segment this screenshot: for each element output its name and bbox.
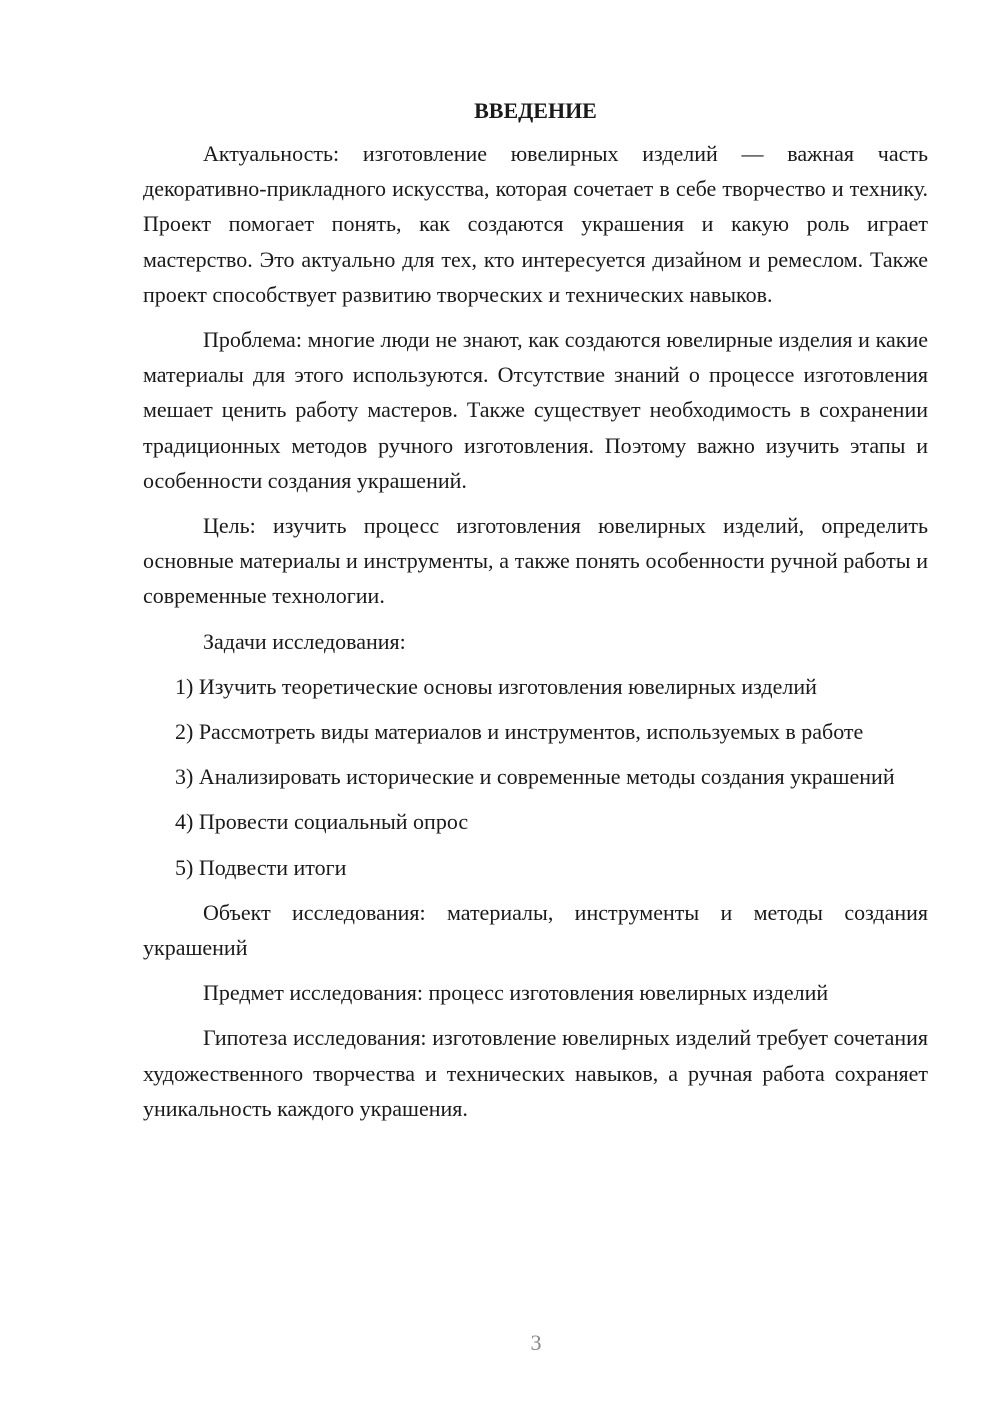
hypothesis-paragraph: Гипотеза исследования: изготовление ювелирных изделий требует сочетания художественного творчества и технических навыков, а ручная работа сохраняет уникальность каждого украшения. xyxy=(143,1025,928,1121)
task-item-4: 4) Провести социальный опрос xyxy=(175,809,469,835)
subject-paragraph: Предмет исследования: процесс изготовления ювелирных изделий xyxy=(203,980,829,1006)
tasks-heading: Задачи исследования: xyxy=(203,628,406,654)
page-title: ВВЕДЕНИЕ xyxy=(474,98,597,123)
task-item-3: 3) Анализировать исторические и современные методы создания украшений xyxy=(175,764,895,790)
relevance-paragraph: Актуальность: изготовление ювелирных изделий — важная часть декоративно-прикладного искусства, которая сочетает в себе творчество и технику. Проект помогает понять, как создаются украшения и какую роль играет мастерство. Это актуально для тех, кто интересуется дизайном и ремеслом. Также проект способствует развитию творческих и технических навыков. xyxy=(143,141,928,307)
task-item-2: 2) Рассмотреть виды материалов и инструментов, используемых в работе xyxy=(175,719,864,745)
problem-paragraph: Проблема: многие люди не знают, как создаются ювелирные изделия и какие материалы для этого используются. Отсутствие знаний о процессе изготовления мешает ценить работу мастеров. Также существует необходимость в сохранении традиционных методов ручного изготовления. Поэтому важно изучить этапы и особенности создания украшений. xyxy=(143,327,928,493)
document-page xyxy=(143,96,928,1136)
task-item-1: 1) Изучить теоретические основы изготовления ювелирных изделий xyxy=(175,673,817,699)
task-item-5: 5) Подвести итоги xyxy=(175,854,347,880)
object-paragraph: Объект исследования: материалы, инструменты и методы создания украшений xyxy=(143,899,928,961)
page-number: 3 xyxy=(530,1330,542,1355)
goal-paragraph: Цель: изучить процесс изготовления ювелирных изделий, определить основные материалы и инструменты, а также понять особенности ручной работы и современные технологии. xyxy=(143,513,928,609)
